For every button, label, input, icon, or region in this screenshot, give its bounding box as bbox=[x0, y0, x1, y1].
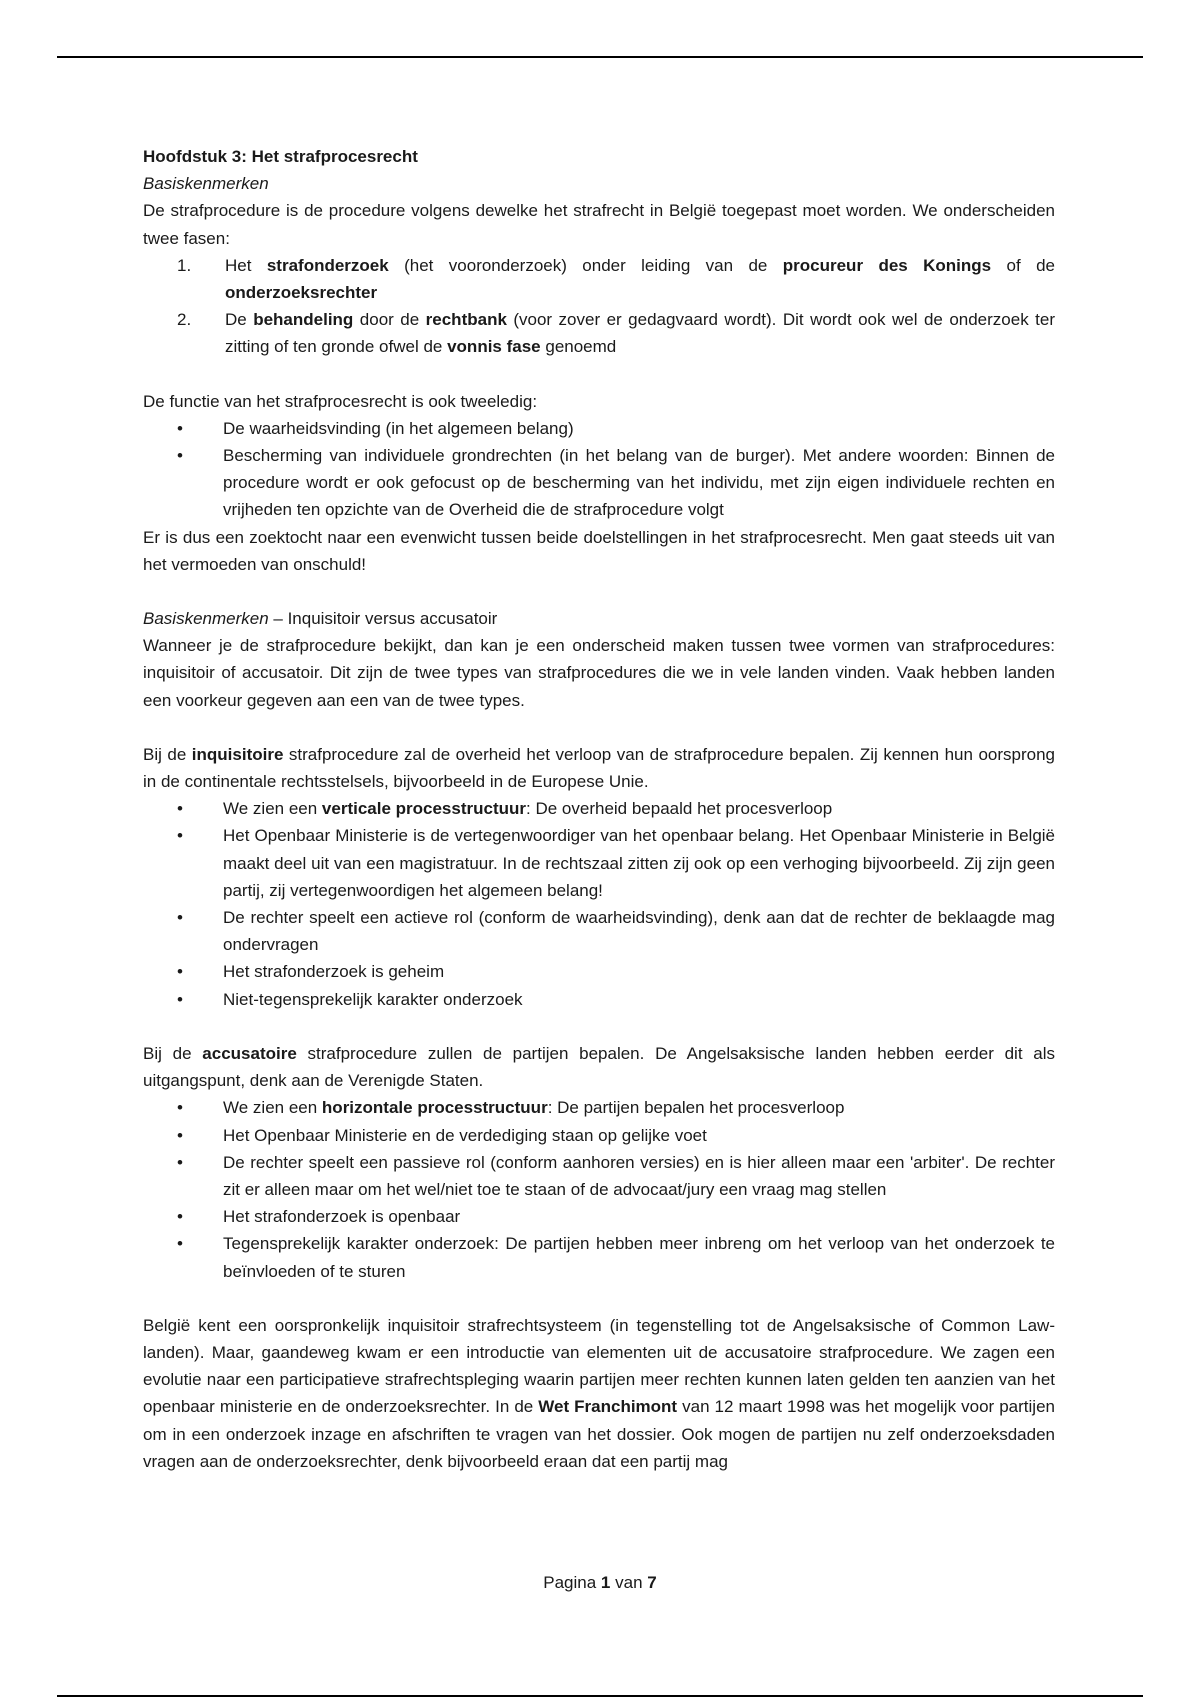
function-list bbox=[143, 415, 1055, 524]
list-item: 1. Het strafonderzoek (het vooronderzoek) onder leiding van de procureur des Konings of de onderzoeksrechter bbox=[177, 255, 1055, 303]
list-item: • We zien een verticale processtructuur: De overheid bepaald het procesverloop bbox=[177, 799, 833, 819]
list-item: • Niet-tegensprekelijk karakter onderzoek bbox=[177, 989, 523, 1009]
header-rule bbox=[57, 56, 1143, 58]
accusatoir-list bbox=[143, 1094, 1055, 1284]
list-item: 2. De behandeling door de rechtbank (voor zover er gedagvaard wordt). Dit wordt ook wel de onderzoek ter zitting of ten gronde ofwel de vonnis fase genoemd bbox=[177, 310, 1056, 357]
list-item: • Het Openbaar Ministerie en de verdediging staan op gelijke voet bbox=[177, 1125, 707, 1145]
list-item: • Het strafonderzoek is geheim bbox=[177, 962, 445, 982]
page-total: 7 bbox=[647, 1573, 657, 1592]
list-item: • De rechter speelt een passieve rol (conform aanhoren versies) en is hier alleen maar een 'arbiter'. De rechter zit er alleen maar om het wel/niet toe te staan of de advocaat/jury een vraag mag stellen bbox=[177, 1152, 1055, 1199]
chapter-title: Hoofdstuk 3: Het strafprocesrecht bbox=[143, 147, 418, 166]
list-item: • Het Openbaar Ministerie is de vertegenwoordiger van het openbaar belang. Het Openbaar Ministerie in België maakt deel uit van een magistratuur. In de rechtszaal zitten zij ook op een verhoging bijvoorbeeld. Zij zijn geen partij, zij vertegenwoordigen het algemeen belang! bbox=[177, 826, 1055, 900]
paragraph-intro: De strafprocedure is de procedure volgens dewelke het strafrecht in België toegepast moet worden. We onderscheiden twee fasen: bbox=[143, 201, 1055, 248]
list-item: • Bescherming van individuele grondrechten (in het belang van de burger). Met andere woorden: Binnen de procedure wordt er ook gefocust op de bescherming van het individu, met zijn eigen individuele rechten en vrijheden ten opzichte van de Overheid die de strafprocedure volgt bbox=[177, 446, 1055, 520]
list-item: • Tegensprekelijk karakter onderzoek: De partijen hebben meer inbreng om het verloop van het onderzoek te beïnvloeden of te sturen bbox=[177, 1234, 1055, 1281]
phases-list bbox=[143, 252, 1055, 361]
paragraph-accusatoir: Bij de accusatoire strafprocedure zullen de partijen bepalen. De Angelsaksische landen hebben eerder dit als uitgangspunt, denk aan de Verenigde Staten. bbox=[143, 1043, 1056, 1091]
list-item: • De waarheidsvinding (in het algemeen belang) bbox=[177, 418, 574, 438]
paragraph-balance: Er is dus een zoektocht naar een evenwicht tussen beide doelstellingen in het strafprocesrecht. Men gaat steeds uit van het vermoeden van onschuld! bbox=[143, 527, 1055, 574]
inquisitoir-list bbox=[143, 795, 1055, 1013]
paragraph-types: Wanneer je de strafprocedure bekijkt, dan kan je een onderscheid maken tussen twee vormen van strafprocedures: inquisitoir of accusatoir. Dit zijn de twee types van strafprocedures die we in vele landen vinden. Vaak hebben landen een voorkeur gegeven aan een van de twee types. bbox=[143, 636, 1055, 710]
section-subtitle-2: Basiskenmerken – Inquisitoir versus accusatoir bbox=[143, 609, 498, 629]
footer-rule bbox=[57, 1695, 1143, 1697]
list-item: • De rechter speelt een actieve rol (conform de waarheidsvinding), denk aan dat de rechter de beklaagde mag ondervragen bbox=[177, 908, 1055, 955]
section-subtitle: Basiskenmerken bbox=[143, 174, 269, 194]
list-item: • Het strafonderzoek is openbaar bbox=[177, 1207, 461, 1227]
list-item: • We zien een horizontale processtructuur: De partijen bepalen het procesverloop bbox=[177, 1098, 845, 1118]
page-number: 1 bbox=[600, 1573, 611, 1592]
paragraph-function: De functie van het strafprocesrecht is ook tweeledig: bbox=[143, 391, 538, 411]
paragraph-belgium: België kent een oorspronkelijk inquisitoir strafrechtsysteem (in tegenstelling tot de Angelsaksische of Common Law-landen). Maar, gaandeweg kwam er een introductie van elementen uit de accusatoire strafprocedure. We zagen een evolutie naar een participatieve strafrechtspleging waarin partijen meer rechten kunnen laten gelden ten aanzien van het openbaar ministerie en de onderzoeksrechter. In de Wet Franchimont van 12 maart 1998 was het mogelijk voor partijen om in een onderzoek inzage en afschriften te vragen van het dossier. Ook mogen de partijen nu zelf onderzoeksdaden vragen aan de onderzoeksrechter, denk bijvoorbeeld eraan dat een partij mag bbox=[143, 1315, 1055, 1471]
document-body bbox=[143, 143, 1055, 1475]
page-footer: Pagina 1 van 7 bbox=[543, 1573, 657, 1592]
paragraph-inquisitoir: Bij de inquisitoire strafprocedure zal de overheid het verloop van de strafprocedure bepalen. Zij kennen hun oorsprong in de continentale rechtsstelsels, bijvoorbeeld in de Europese Unie. bbox=[143, 744, 1055, 792]
